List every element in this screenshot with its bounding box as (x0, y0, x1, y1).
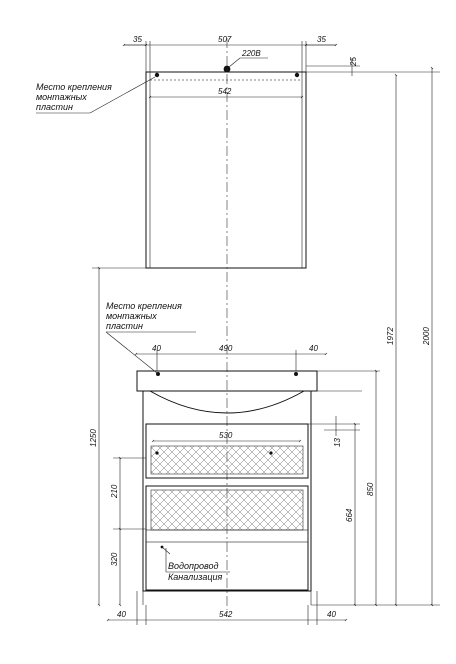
drawer-offset-label: 13 (333, 438, 342, 447)
water-supply-label: Водопровод (168, 561, 219, 571)
mirror-mount-note (36, 77, 155, 113)
cabinet-mount-note-line-1: Место крепления (106, 301, 182, 311)
plumbing-callout (161, 546, 230, 582)
mirror-plate-dimension (150, 87, 302, 97)
basin-right-gap-label: 40 (309, 344, 318, 353)
socket-callout (229, 49, 268, 67)
cabinet-height-label: 664 (345, 508, 354, 522)
mirror-right-gap-label: 35 (317, 35, 326, 44)
mirror-mount-note-line-2: монтажных (36, 92, 87, 102)
total-height-2-label: 2000 (422, 327, 431, 345)
cabinet-mount-point-right (294, 372, 298, 376)
drawer-screw-right (269, 451, 272, 454)
bottom-width-label: 542 (219, 610, 233, 619)
mirror-width-label: 507 (218, 35, 232, 44)
pipe-height-label: 320 (110, 552, 119, 566)
mount-height-label: 1250 (89, 429, 98, 447)
bottom-drawer-panel (151, 490, 303, 530)
basin-width-label: 490 (219, 344, 233, 353)
drawer-width-label: 530 (219, 431, 233, 440)
basin-width-dimension (136, 344, 326, 371)
socket-label: 220В (242, 49, 261, 58)
right-vertical-dimensions (311, 68, 440, 605)
mirror-mount-point-left (155, 73, 159, 77)
mirror-top-offset-dimension (306, 57, 440, 76)
total-height-1-label: 1972 (386, 327, 395, 345)
drawer-height-label: 210 (110, 484, 119, 498)
drawer-width-dimension (153, 431, 300, 441)
cabinet-mount-note (106, 301, 196, 373)
mirror-plate-span-label: 542 (218, 87, 232, 96)
mirror-mount-point-right (295, 73, 299, 77)
mirror-mount-note-line-3: пластин (36, 102, 73, 112)
basin-left-gap-label: 40 (152, 344, 161, 353)
mirror-left-gap-label: 35 (133, 35, 142, 44)
mirror-mount-note-line-1: Место крепления (36, 82, 112, 92)
bottom-right-gap-label: 40 (327, 610, 336, 619)
bottom-left-gap-label: 40 (117, 610, 126, 619)
mirror-top-offset-label: 25 (349, 57, 358, 66)
sewer-label: Канализация (168, 572, 223, 582)
drawer-screw-left (155, 451, 158, 454)
cabinet-mount-note-line-3: пластин (106, 321, 143, 331)
cabinet-mount-note-line-2: монтажных (106, 311, 157, 321)
drawer-offset-dimension (308, 416, 360, 447)
cabinet-top-label: 850 (366, 482, 375, 496)
top-drawer-panel (151, 446, 303, 474)
